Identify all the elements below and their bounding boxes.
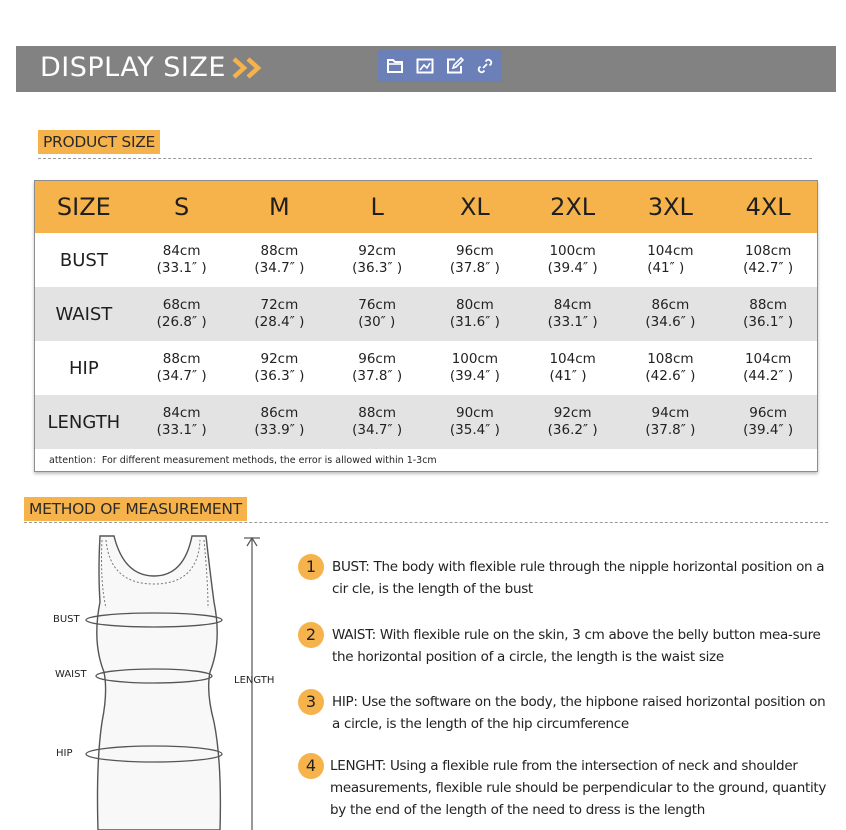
hip-label: HIP — [56, 748, 73, 759]
inch-value: (34.6″ ) — [645, 314, 696, 330]
measurement-value — [548, 297, 598, 331]
table-cell — [622, 287, 720, 341]
section-divider — [38, 158, 812, 159]
table-cell — [426, 287, 524, 341]
inch-value: (34.7″ ) — [352, 422, 403, 438]
inch-value: (37.8″ ) — [645, 422, 696, 438]
table-cell — [426, 341, 524, 395]
step-text: HIP: Use the software on the body, the hipbone raised horizontal position on a circle, is the length of the hip circumference — [332, 694, 826, 732]
length-label: LENGTH — [234, 675, 275, 686]
measurement-value — [157, 405, 207, 439]
inch-value: (39.4″ ) — [547, 260, 598, 276]
measurement-value — [647, 243, 693, 277]
row-label: BUST — [59, 249, 108, 271]
inch-value: (34.7″ ) — [156, 368, 207, 384]
cm-value: 92cm — [260, 351, 299, 367]
measurement-value — [743, 405, 793, 439]
table-cell — [231, 395, 329, 449]
column-header: XL — [426, 181, 524, 233]
table-cell — [524, 233, 622, 287]
cm-value: 108cm — [647, 351, 694, 367]
inch-value: (36.3″ ) — [254, 368, 305, 384]
cm-value: 100cm — [451, 351, 499, 367]
column-header: 2XL — [524, 181, 622, 233]
inch-value: (33.1″ ) — [156, 422, 207, 438]
inch-value: (35.4″ ) — [449, 422, 500, 438]
table-cell — [719, 233, 817, 287]
inch-value: (28.4″ ) — [254, 314, 305, 330]
measurement-value — [254, 351, 304, 385]
inch-value: (42.6″ ) — [645, 368, 696, 384]
table-cell — [231, 287, 329, 341]
size-table — [34, 180, 818, 472]
table-cell — [719, 287, 817, 341]
link-icon[interactable] — [473, 54, 497, 78]
inch-value: (41″ ) — [647, 260, 685, 276]
table-cell — [524, 287, 622, 341]
table-cell — [426, 395, 524, 449]
inch-value: (31.6″ ) — [449, 314, 500, 330]
cm-value: 84cm — [553, 297, 592, 313]
cm-value: 90cm — [455, 405, 494, 421]
inch-value: (33.1″ ) — [547, 314, 598, 330]
measurement-value — [645, 297, 695, 331]
step-text: BUST: The body with flexible rule through the nipple horizontal position on a cir cle, is the length of the bust — [332, 559, 825, 597]
inch-value: (42.7″ ) — [743, 260, 794, 276]
page-title: DISPLAY SIZE — [40, 52, 226, 83]
cm-value: 94cm — [651, 405, 690, 421]
cm-value: 84cm — [162, 405, 201, 421]
row-label: WAIST — [35, 287, 133, 341]
table-row — [35, 341, 817, 395]
image-toolbar — [378, 50, 502, 82]
cm-value: 88cm — [358, 405, 396, 421]
product-size-label: PRODUCT SIZE — [38, 130, 160, 154]
document-icon[interactable] — [383, 54, 407, 78]
cm-value: 84cm — [162, 243, 201, 259]
inch-value: (36.1″ ) — [743, 314, 794, 330]
table-cell — [524, 395, 622, 449]
inch-value: (37.8″ ) — [352, 368, 403, 384]
section-divider — [24, 522, 828, 523]
table-cell — [231, 233, 329, 287]
measurement-value — [450, 351, 500, 385]
measurement-value — [352, 405, 402, 439]
table-cell — [328, 341, 426, 395]
measurement-value — [157, 351, 207, 385]
table-cell — [328, 287, 426, 341]
cm-value: 96cm — [749, 405, 787, 421]
step-number-badge: 4 — [298, 753, 324, 779]
cm-value: 100cm — [549, 243, 596, 259]
column-header: SIZE — [35, 181, 133, 233]
table-cell — [133, 233, 231, 287]
measurement-value — [548, 405, 598, 439]
inch-value: (36.3″ ) — [352, 260, 403, 276]
column-header: 4XL — [719, 181, 817, 233]
step-number-badge: 3 — [298, 689, 324, 715]
cm-value: 92cm — [553, 405, 592, 421]
cm-value: 96cm — [358, 351, 396, 367]
measurement-value — [548, 243, 598, 277]
cm-value: 72cm — [260, 297, 299, 313]
waist-label: WAIST — [55, 669, 87, 680]
attention-note: attention：For different measurement methods, the error is allowed within 1-3cm — [49, 455, 437, 466]
table-cell — [719, 341, 817, 395]
measurement-value — [645, 405, 695, 439]
method-of-measurement-label: METHOD OF MEASUREMENT — [24, 497, 247, 521]
step-number-badge: 1 — [298, 554, 324, 580]
cm-value: 88cm — [260, 243, 299, 259]
row-label: LENGTH — [35, 395, 133, 449]
cm-value: 108cm — [744, 243, 792, 259]
inch-value: (26.8″ ) — [156, 314, 207, 330]
table-cell — [133, 395, 231, 449]
cm-value: 104cm — [647, 243, 694, 259]
dress-figure — [44, 532, 294, 830]
table-cell — [524, 341, 622, 395]
inch-value: (34.7″ ) — [254, 260, 305, 276]
measurement-value — [450, 243, 500, 277]
cm-value: 86cm — [260, 405, 299, 421]
cm-value: 92cm — [358, 243, 396, 259]
measurement-value — [743, 351, 793, 385]
column-header: L — [328, 181, 426, 233]
inch-value: (41″ ) — [549, 368, 587, 384]
measurement-value — [645, 351, 695, 385]
table-cell — [622, 233, 720, 287]
measurement-value — [254, 405, 304, 439]
edit-icon[interactable] — [443, 54, 467, 78]
measurement-value — [157, 243, 207, 277]
measurement-value — [743, 297, 793, 331]
cm-value: 96cm — [455, 243, 494, 259]
inch-value: (37.8″ ) — [449, 260, 500, 276]
table-row — [35, 287, 817, 341]
cm-value: 68cm — [162, 297, 201, 313]
cm-value: 80cm — [455, 297, 494, 313]
table-cell — [622, 395, 720, 449]
inch-value: (39.4″ ) — [449, 368, 500, 384]
measurement-value — [254, 297, 304, 331]
double-chevron-right-icon — [230, 54, 268, 82]
inch-value: (33.9″ ) — [254, 422, 305, 438]
table-row — [35, 395, 817, 449]
header-banner — [16, 46, 836, 92]
table-cell — [133, 287, 231, 341]
table-cell — [426, 233, 524, 287]
row-label: HIP — [69, 357, 99, 379]
measurement-value — [157, 297, 207, 331]
size-header-row — [35, 181, 817, 233]
table-cell — [622, 341, 720, 395]
column-header: M — [231, 181, 329, 233]
table-cell — [719, 395, 817, 449]
inch-value: (30″ ) — [358, 314, 396, 330]
inch-value: (36.2″ ) — [547, 422, 598, 438]
measurement-value — [549, 351, 595, 385]
inch-value: (39.4″ ) — [743, 422, 794, 438]
measurement-value — [352, 351, 402, 385]
measurement-value — [450, 297, 500, 331]
table-cell — [328, 233, 426, 287]
measurement-value — [358, 297, 396, 331]
measurement-value — [352, 243, 402, 277]
cm-value: 88cm — [162, 351, 201, 367]
inch-value: (33.1″ ) — [156, 260, 207, 276]
column-header: 3XL — [622, 181, 720, 233]
cm-value: 88cm — [749, 297, 787, 313]
cm-value: 104cm — [549, 351, 596, 367]
step-number-badge: 2 — [298, 622, 324, 648]
measurement-value — [743, 243, 793, 277]
bust-label: BUST — [53, 614, 80, 625]
image-icon[interactable] — [413, 54, 437, 78]
table-cell — [133, 341, 231, 395]
step-text: LENGHT: Using a flexible rule from the intersection of neck and shoulder measurements, flexible rule should be perpendicular to the ground, quantity by the end of the length of the need to dress is the length — [330, 758, 827, 818]
cm-value: 76cm — [358, 297, 396, 313]
measurement-value — [254, 243, 304, 277]
measurement-value — [450, 405, 500, 439]
cm-value: 104cm — [744, 351, 792, 367]
cm-value: 86cm — [651, 297, 690, 313]
table-cell — [231, 341, 329, 395]
inch-value: (44.2″ ) — [743, 368, 794, 384]
column-header: S — [133, 181, 231, 233]
table-cell — [328, 395, 426, 449]
table-row — [35, 233, 817, 287]
step-text: WAIST: With flexible rule on the skin, 3 cm above the belly button mea-sure the horizontal position of a circle, the length is the waist size — [332, 627, 821, 665]
